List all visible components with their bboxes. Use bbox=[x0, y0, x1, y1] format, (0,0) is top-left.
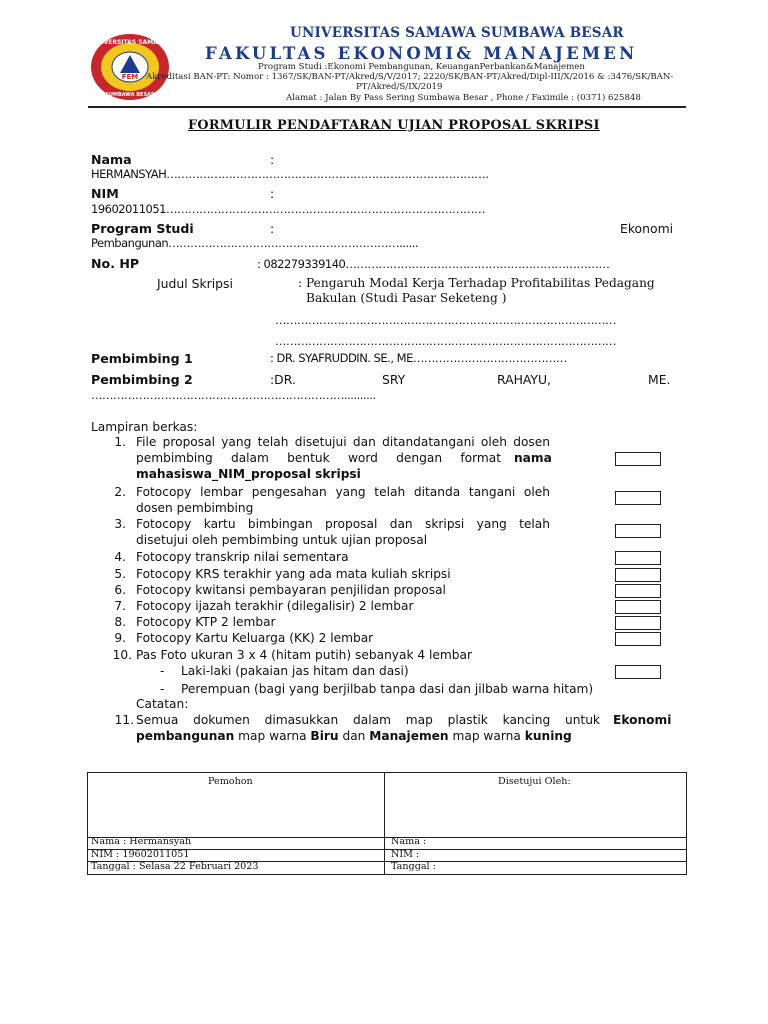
item-10: Pas Foto ukuran 3 x 4 (hitam putih) sebanyak 4 lembar bbox=[136, 648, 473, 662]
logo-center-text: FEM bbox=[121, 73, 139, 81]
item-3-checkbox[interactable] bbox=[615, 524, 661, 538]
item-number: 11. bbox=[114, 713, 134, 727]
item-10a: Laki-laki (pakaian jas hitam dan dasi) bbox=[181, 664, 409, 678]
item-4: Fotocopy transkrip nilai sementara bbox=[136, 550, 349, 564]
pemohon-nim: NIM : 19602011051 bbox=[91, 849, 190, 860]
catatan-label: Catatan: bbox=[136, 697, 189, 711]
prodi-colon: : bbox=[270, 221, 275, 236]
item-11-text: map warna bbox=[448, 729, 525, 743]
item-number: 2. bbox=[114, 485, 126, 499]
hp-value: : 082279339140……………………………………………………………… bbox=[257, 257, 610, 271]
pemohon-nama: Nama : Hermansyah bbox=[91, 836, 192, 847]
nama-colon: : bbox=[270, 152, 275, 167]
item-2-line-2: dosen pembimbing bbox=[136, 501, 254, 515]
pembimbing2-label: Pembimbing 2 bbox=[91, 372, 193, 387]
pemohon-tanggal: Tanggal : Selasa 22 Februari 2023 bbox=[91, 861, 259, 872]
item-1-line-2: pembimbing dalam bentuk word dengan format bbox=[136, 451, 501, 465]
university-name: UNIVERSITAS SAMAWA SUMBAWA BESAR bbox=[290, 25, 624, 41]
disetujui-header: Disetujui Oleh: bbox=[498, 776, 571, 787]
judul-value-1: : Pengaruh Modal Kerja Terhadap Profitabilitas Pedagang bbox=[298, 276, 655, 290]
faculty-logo bbox=[90, 33, 170, 101]
item-number: 8. bbox=[114, 615, 126, 629]
item-11-text: dan bbox=[338, 729, 370, 743]
judul-value-2: Bakulan (Studi Pasar Seketeng ) bbox=[306, 291, 507, 305]
address-line: Alamat : Jalan By Pass Sering Sumbawa Besar , Phone / Faximile : (0371) 625848 bbox=[286, 93, 641, 103]
logo-top-text: UNIVERSITAS SAMAWA bbox=[91, 39, 169, 46]
pembimbing2-word-4: ME. bbox=[648, 372, 671, 387]
item-11-line-2 bbox=[136, 729, 572, 743]
item-8: Fotocopy KTP 2 lembar bbox=[136, 615, 276, 629]
item-3-line-1: Fotocopy kartu bimbingan proposal dan skripsi yang telah bbox=[136, 517, 550, 531]
table-divider bbox=[384, 773, 385, 874]
signature-table bbox=[87, 772, 687, 875]
item-4-checkbox[interactable] bbox=[615, 551, 661, 565]
item-11-manajemen: Manajemen bbox=[369, 729, 449, 743]
pembimbing2-word-1: :DR. bbox=[270, 372, 296, 387]
item-1-checkbox[interactable] bbox=[615, 452, 661, 466]
item-1-line-1: File proposal yang telah disetujui dan ditandatangani oleh dosen bbox=[136, 435, 550, 449]
item-10a-dash: - bbox=[160, 664, 165, 678]
programs-line: Program Studi :Ekonomi Pembangunan, KeuanganPerbankan&Manajemen bbox=[258, 62, 585, 72]
nama-label: Nama bbox=[91, 152, 132, 167]
accreditation-line-2: PT/Akred/S/IX/2019 bbox=[356, 82, 443, 92]
item-6-checkbox[interactable] bbox=[615, 584, 661, 598]
item-9-checkbox[interactable] bbox=[615, 632, 661, 646]
prodi-label: Program Studi bbox=[91, 221, 194, 236]
form-title: FORMULIR PENDAFTARAN UJIAN PROPOSAL SKRIPSI bbox=[188, 118, 600, 133]
item-2-checkbox[interactable] bbox=[615, 491, 661, 505]
judul-dots-1: ………………………………………………………………………………… bbox=[275, 313, 616, 327]
item-number: 4. bbox=[114, 550, 126, 564]
item-number: 10. bbox=[112, 648, 132, 662]
pembimbing1-value: : DR. SYAFRUDDIN. SE., ME…………………………………… bbox=[270, 351, 567, 365]
item-2-line-1: Fotocopy lembar pengesahan yang telah ditanda tangani oleh bbox=[136, 485, 550, 499]
item-5: Fotocopy KRS terakhir yang ada mata kuliah skripsi bbox=[136, 567, 451, 581]
item-11-line-1-bold: Ekonomi bbox=[613, 713, 672, 727]
item-10b: Perempuan (bagi yang berjilbab tanpa dasi dan jilbab warna hitam) bbox=[181, 682, 594, 696]
nim-value: 19602011051…………………………………………………………………………… bbox=[91, 202, 485, 216]
item-8-checkbox[interactable] bbox=[615, 616, 661, 630]
item-number: 3. bbox=[114, 517, 126, 531]
judul-dots-2: ………………………………………………………………………………… bbox=[275, 334, 616, 348]
item-11-biru: Biru bbox=[310, 729, 339, 743]
prodi-value-2: Pembangunan………………………………………………………...... bbox=[91, 236, 419, 250]
item-5-checkbox[interactable] bbox=[615, 568, 661, 582]
item-11-kuning: kuning bbox=[524, 729, 572, 743]
item-11-text: map warna bbox=[234, 729, 311, 743]
item-7: Fotocopy ijazah terakhir (dilegalisir) 2 lembar bbox=[136, 599, 414, 613]
item-10-checkbox[interactable] bbox=[615, 665, 661, 679]
pembimbing2-word-3: RAHAYU, bbox=[497, 372, 551, 387]
item-7-checkbox[interactable] bbox=[615, 600, 661, 614]
item-3-line-2: disetujui oleh pembimbing untuk ujian proposal bbox=[136, 533, 428, 547]
nim-label: NIM bbox=[91, 186, 119, 201]
disetujui-tanggal: Tanggal : bbox=[391, 861, 436, 872]
item-11-line-1: Semua dokumen dimasukkan dalam map plastik kancing untuk bbox=[136, 713, 600, 727]
item-10b-dash: - bbox=[160, 682, 165, 696]
item-number: 7. bbox=[114, 599, 126, 613]
item-6: Fotocopy kwitansi pembayaran penjilidan proposal bbox=[136, 583, 446, 597]
prodi-value-1: Ekonomi bbox=[620, 221, 674, 236]
disetujui-nama: Nama : bbox=[391, 836, 427, 847]
item-9: Fotocopy Kartu Keluarga (KK) 2 lembar bbox=[136, 631, 374, 645]
pembimbing2-word-2: SRY bbox=[382, 372, 406, 387]
item-number: 6. bbox=[114, 583, 126, 597]
faculty-name: FAKULTAS EKONOMI& MANAJEMEN bbox=[205, 44, 638, 63]
nim-colon: : bbox=[270, 186, 275, 201]
item-1-line-2-bold: nama bbox=[514, 451, 552, 465]
pembimbing1-label: Pembimbing 1 bbox=[91, 351, 193, 366]
item-number: 5. bbox=[114, 567, 126, 581]
disetujui-nim: NIM : bbox=[391, 849, 420, 860]
item-number: 9. bbox=[114, 631, 126, 645]
accreditation-line-1: Akreditasi BAN-PT: Nomor : 1367/SK/BAN-PT/Akred/S/V/2017; 2220/SK/BAN-PT/Akred/Dipl-III/X/2016 & :3476/SK/BAN- bbox=[146, 72, 674, 82]
item-11-ekonomi-pembangunan: pembangunan bbox=[136, 729, 235, 743]
item-1-line-3: mahasiswa_NIM_proposal skripsi bbox=[136, 467, 361, 481]
pemohon-header: Pemohon bbox=[208, 776, 253, 787]
item-number: 1. bbox=[114, 435, 126, 449]
attachments-heading: Lampiran berkas: bbox=[91, 420, 198, 434]
logo-bottom-text: SUMBAWA BESAR bbox=[105, 92, 155, 98]
hp-label: No. HP bbox=[91, 256, 140, 271]
nama-value: HERMANSYAH……………………………………………………………………………. bbox=[91, 167, 489, 181]
judul-label: Judul Skripsi bbox=[157, 276, 233, 291]
header-divider bbox=[88, 106, 686, 108]
pembimbing2-dots: …………………………………………………………….......... bbox=[91, 388, 376, 402]
